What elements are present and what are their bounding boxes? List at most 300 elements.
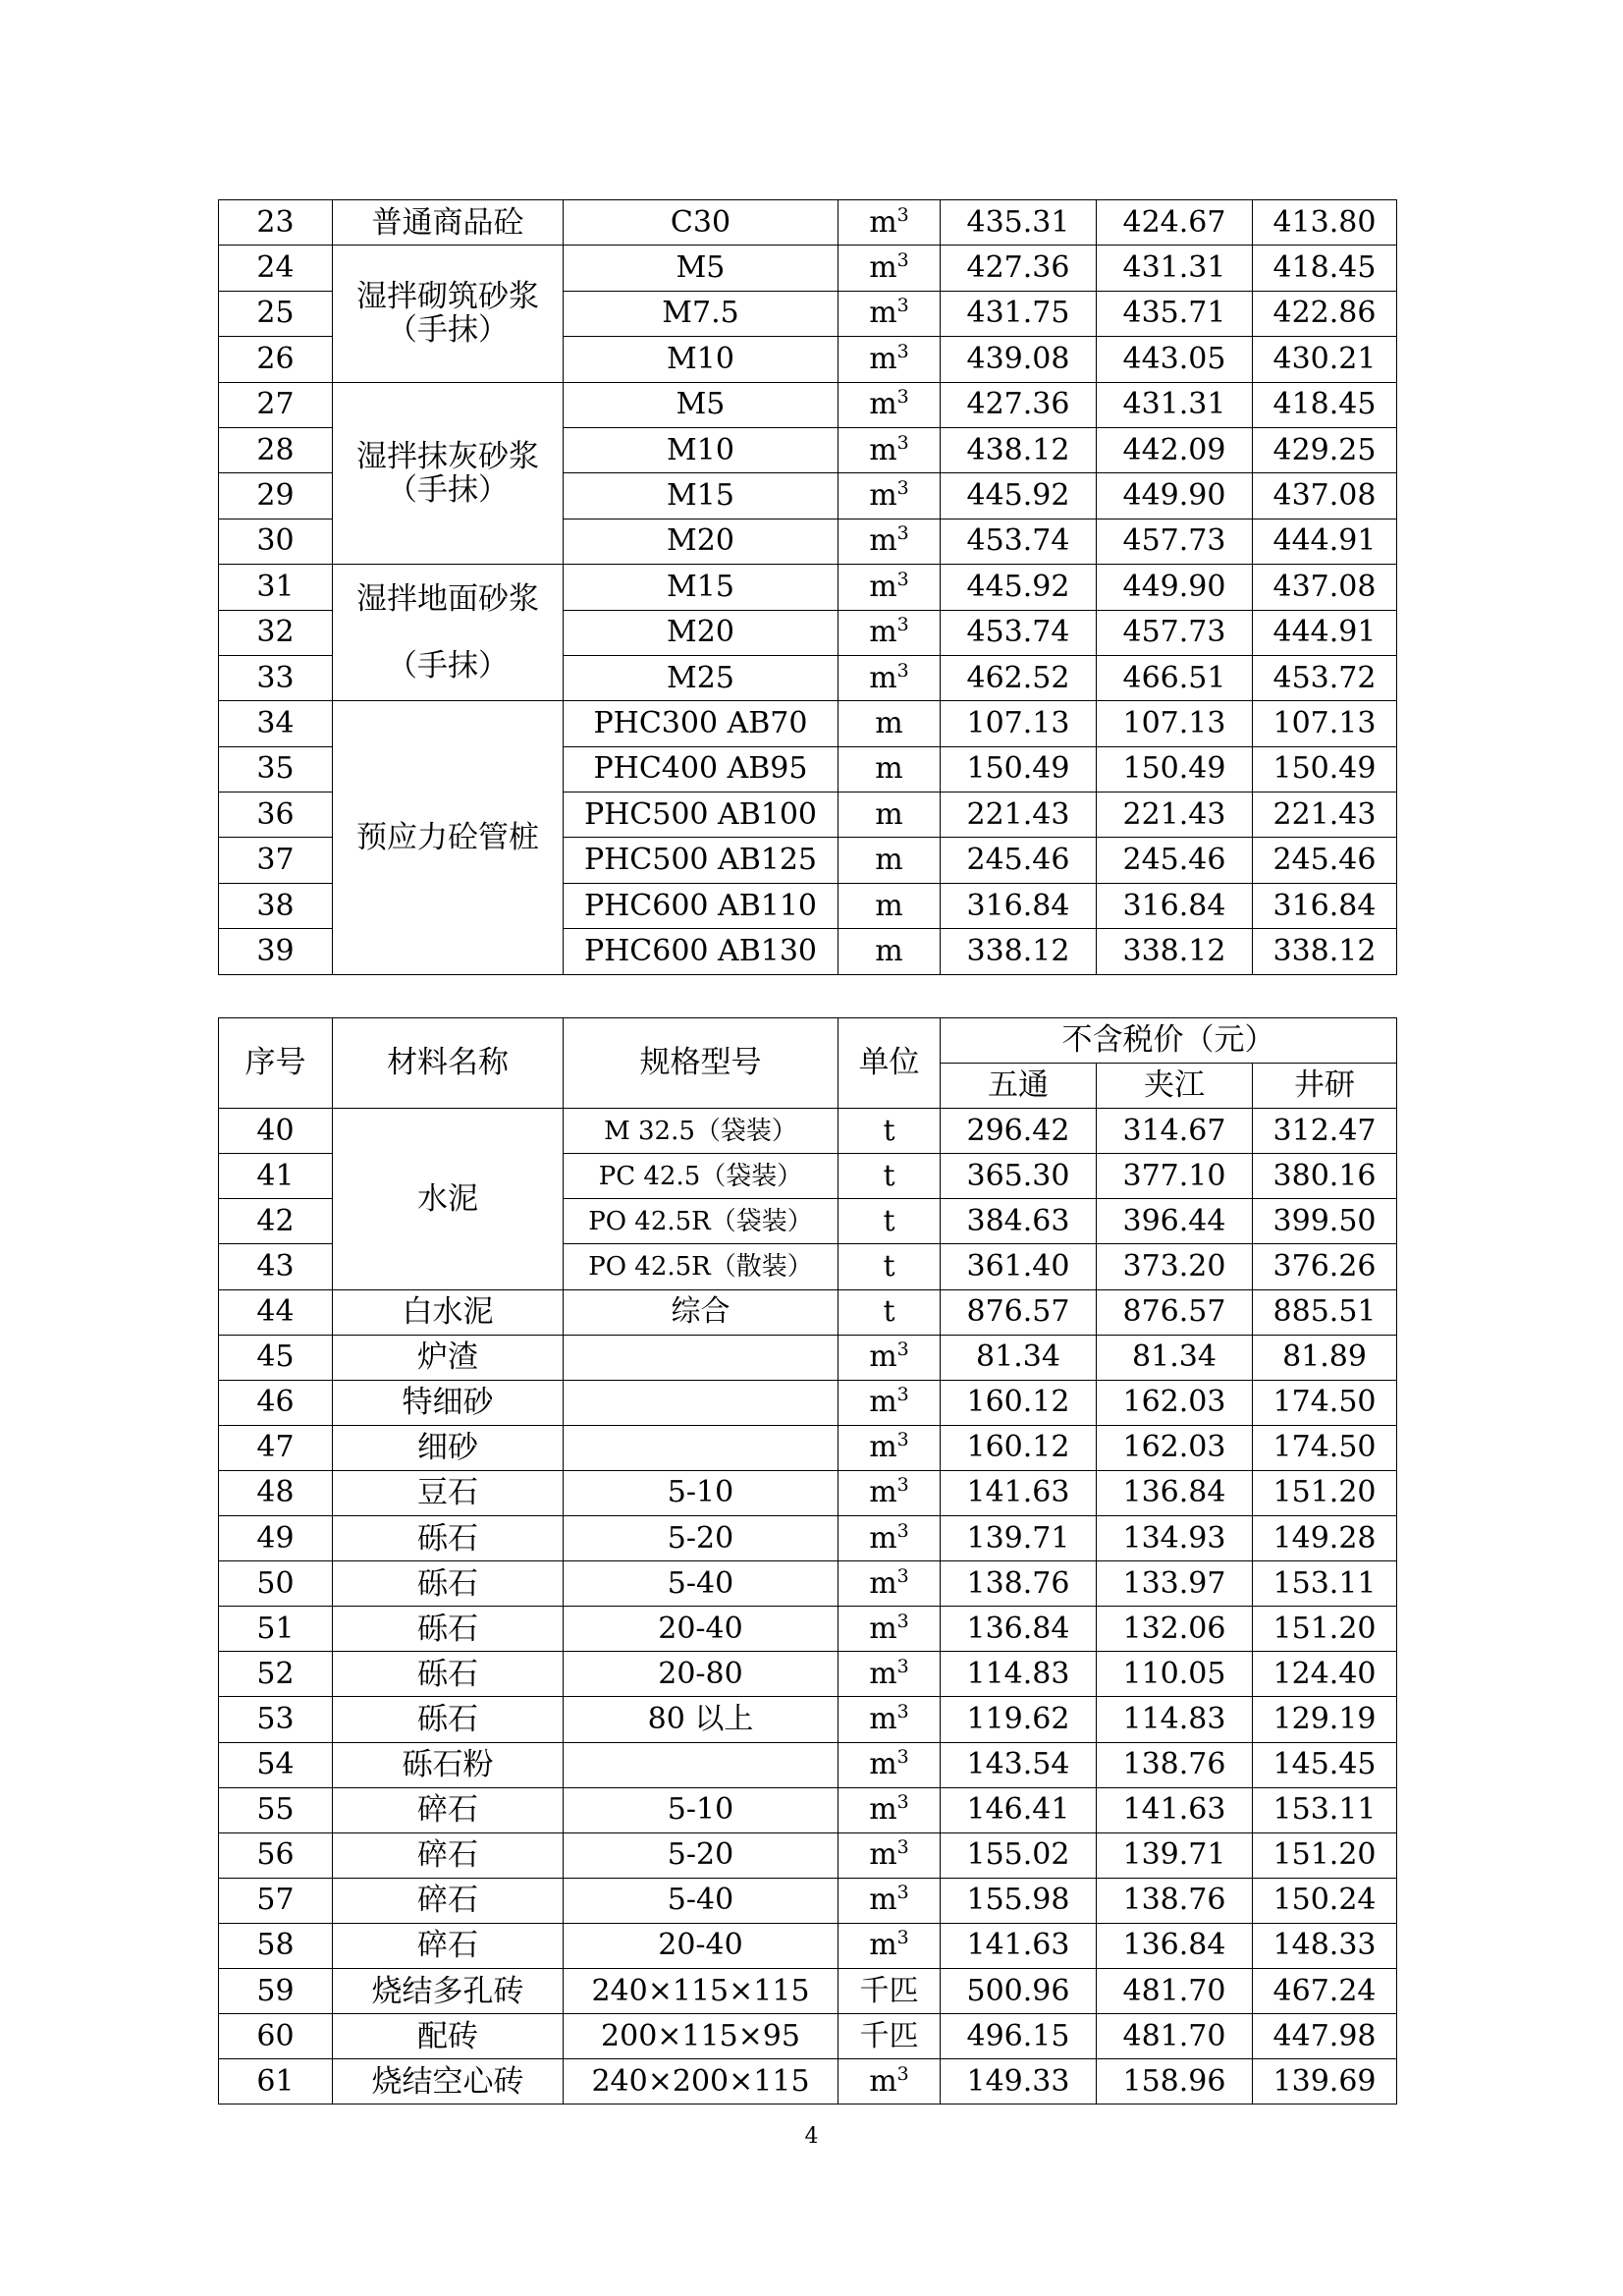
spec-cell bbox=[564, 1742, 839, 1787]
header-spec: 规格型号 bbox=[564, 1018, 839, 1109]
row-number: 44 bbox=[219, 1289, 333, 1335]
price-wutong: 155.02 bbox=[941, 1832, 1097, 1878]
spec-cell: PHC500 AB125 bbox=[564, 838, 839, 883]
material-name-line: 特细砂 bbox=[402, 1385, 494, 1421]
spec-cell: M10 bbox=[564, 427, 839, 472]
material-name bbox=[333, 1109, 564, 1289]
price-wutong: 149.33 bbox=[941, 2059, 1097, 2105]
unit-superscript: 3 bbox=[896, 1339, 909, 1361]
table-row bbox=[219, 565, 1397, 610]
material-name bbox=[333, 1787, 564, 1832]
unit-text: m bbox=[869, 1656, 897, 1691]
unit-superscript: 3 bbox=[896, 386, 909, 409]
price-wutong: 500.96 bbox=[941, 1968, 1097, 2013]
table-row bbox=[219, 1380, 1397, 1425]
spec-cell: 20-40 bbox=[564, 1923, 839, 1968]
unit-text: m bbox=[869, 1339, 897, 1375]
price-jiajiang: 221.43 bbox=[1097, 793, 1253, 838]
price-jingyan: 413.80 bbox=[1253, 200, 1397, 246]
price-jingyan: 149.28 bbox=[1253, 1516, 1397, 1561]
unit-superscript: 3 bbox=[896, 1564, 909, 1587]
row-number: 23 bbox=[219, 200, 333, 246]
table-row bbox=[219, 1425, 1397, 1470]
price-jingyan: 422.86 bbox=[1253, 291, 1397, 336]
material-name bbox=[333, 1380, 564, 1425]
spec-cell: 5-20 bbox=[564, 1516, 839, 1561]
material-name bbox=[333, 1289, 564, 1335]
row-number: 55 bbox=[219, 1787, 333, 1832]
price-jiajiang: 138.76 bbox=[1097, 1742, 1253, 1787]
material-name bbox=[333, 2059, 564, 2105]
unit-cell bbox=[839, 746, 941, 792]
material-name-line: 普通商品砼 bbox=[371, 204, 524, 241]
price-wutong: 876.57 bbox=[941, 1289, 1097, 1335]
row-number: 39 bbox=[219, 929, 333, 974]
unit-text: m bbox=[869, 1430, 897, 1465]
unit-superscript: 3 bbox=[896, 1700, 909, 1722]
price-wutong: 438.12 bbox=[941, 427, 1097, 472]
price-jingyan: 399.50 bbox=[1253, 1199, 1397, 1244]
unit-cell bbox=[839, 655, 941, 700]
unit-superscript: 3 bbox=[896, 1610, 909, 1632]
price-jingyan: 129.19 bbox=[1253, 1697, 1397, 1742]
price-jingyan: 453.72 bbox=[1253, 655, 1397, 700]
spec-cell bbox=[564, 1380, 839, 1425]
material-name-line: 碎石 bbox=[417, 1883, 478, 1919]
unit-text: m bbox=[869, 296, 897, 331]
price-wutong: 160.12 bbox=[941, 1425, 1097, 1470]
material-name bbox=[333, 1968, 564, 2013]
spec-cell: PO 42.5R（散装） bbox=[564, 1244, 839, 1289]
price-jingyan: 124.40 bbox=[1253, 1652, 1397, 1697]
spec-cell: 80 以上 bbox=[564, 1697, 839, 1742]
material-name-line: （手抹） bbox=[387, 648, 509, 684]
page-number: 4 bbox=[804, 2124, 819, 2149]
unit-cell bbox=[839, 1425, 941, 1470]
row-number: 33 bbox=[219, 655, 333, 700]
unit-cell bbox=[839, 382, 941, 427]
unit-cell bbox=[839, 1878, 941, 1923]
price-jiajiang: 431.31 bbox=[1097, 382, 1253, 427]
table-row bbox=[219, 1470, 1397, 1515]
price-jiajiang: 449.90 bbox=[1097, 473, 1253, 519]
unit-cell bbox=[839, 427, 941, 472]
unit-text: m bbox=[869, 341, 897, 376]
unit-superscript: 3 bbox=[896, 295, 909, 317]
spec-cell: M15 bbox=[564, 565, 839, 610]
material-name-line: 细砂 bbox=[417, 1430, 478, 1466]
price-jingyan: 151.20 bbox=[1253, 1607, 1397, 1652]
unit-text: m bbox=[875, 843, 903, 878]
unit-superscript: 3 bbox=[896, 431, 909, 454]
material-name-line: 砾石 bbox=[417, 1656, 478, 1692]
unit-text: t bbox=[883, 1294, 895, 1330]
material-name-line: 碎石 bbox=[417, 1792, 478, 1829]
unit-superscript: 3 bbox=[896, 1474, 909, 1497]
spec-cell: 5-40 bbox=[564, 1561, 839, 1607]
unit-text: m bbox=[869, 523, 897, 559]
row-number: 54 bbox=[219, 1742, 333, 1787]
unit-superscript: 3 bbox=[896, 1927, 909, 1949]
material-name bbox=[333, 1878, 564, 1923]
row-number: 51 bbox=[219, 1607, 333, 1652]
unit-superscript: 3 bbox=[896, 1836, 909, 1859]
material-name-line: 水泥 bbox=[417, 1180, 478, 1217]
material-name bbox=[333, 1832, 564, 1878]
material-name bbox=[333, 1742, 564, 1787]
row-number: 61 bbox=[219, 2059, 333, 2105]
unit-cell bbox=[839, 1380, 941, 1425]
unit-text: 千匹 bbox=[859, 1973, 919, 2008]
price-table-continued bbox=[218, 199, 1397, 975]
price-wutong: 316.84 bbox=[941, 883, 1097, 928]
material-name-line: 碎石 bbox=[417, 1928, 478, 1964]
spec-cell: 20-40 bbox=[564, 1607, 839, 1652]
table-row bbox=[219, 2014, 1397, 2059]
row-number: 38 bbox=[219, 883, 333, 928]
price-jiajiang: 373.20 bbox=[1097, 1244, 1253, 1289]
header-material-name: 材料名称 bbox=[333, 1018, 564, 1109]
row-number: 29 bbox=[219, 473, 333, 519]
unit-text: m bbox=[869, 478, 897, 514]
unit-text: m bbox=[869, 1701, 897, 1736]
price-jingyan: 444.91 bbox=[1253, 519, 1397, 564]
material-name bbox=[333, 246, 564, 382]
price-jiajiang: 442.09 bbox=[1097, 427, 1253, 472]
price-wutong: 221.43 bbox=[941, 793, 1097, 838]
unit-superscript: 3 bbox=[896, 2062, 909, 2085]
table-row bbox=[219, 1607, 1397, 1652]
table-row bbox=[219, 1335, 1397, 1380]
unit-text: m bbox=[869, 432, 897, 467]
material-name bbox=[333, 565, 564, 701]
unit-text: m bbox=[869, 250, 897, 286]
row-number: 41 bbox=[219, 1154, 333, 1199]
unit-text: m bbox=[875, 751, 903, 787]
material-name-line: 炉渣 bbox=[417, 1339, 478, 1376]
price-jiajiang: 114.83 bbox=[1097, 1697, 1253, 1742]
price-jingyan: 418.45 bbox=[1253, 382, 1397, 427]
unit-superscript: 3 bbox=[896, 1882, 909, 1904]
row-number: 30 bbox=[219, 519, 333, 564]
price-jingyan: 107.13 bbox=[1253, 701, 1397, 746]
spec-cell: C30 bbox=[564, 200, 839, 246]
material-name-line: 砾石粉 bbox=[402, 1747, 494, 1783]
material-name-line: 湿拌砌筑砂浆 bbox=[356, 279, 539, 315]
unit-cell bbox=[839, 337, 941, 382]
unit-text: m bbox=[875, 705, 903, 740]
unit-superscript: 3 bbox=[896, 522, 909, 545]
spec-cell: 5-10 bbox=[564, 1787, 839, 1832]
row-number: 37 bbox=[219, 838, 333, 883]
price-jingyan: 151.20 bbox=[1253, 1470, 1397, 1515]
material-name-line: 砾石 bbox=[417, 1701, 478, 1737]
material-name-line: 烧结多孔砖 bbox=[371, 1973, 524, 2009]
row-number: 60 bbox=[219, 2014, 333, 2059]
row-number: 32 bbox=[219, 610, 333, 655]
unit-cell bbox=[839, 838, 941, 883]
price-jiajiang: 876.57 bbox=[1097, 1289, 1253, 1335]
spec-cell: M5 bbox=[564, 382, 839, 427]
unit-cell bbox=[839, 291, 941, 336]
material-name-line bbox=[333, 616, 563, 649]
header-region-wutong: 五通 bbox=[941, 1064, 1097, 1109]
price-jiajiang: 162.03 bbox=[1097, 1380, 1253, 1425]
unit-cell bbox=[839, 200, 941, 246]
material-name-line: 白水泥 bbox=[402, 1294, 494, 1331]
price-jingyan: 447.98 bbox=[1253, 2014, 1397, 2059]
unit-cell bbox=[839, 1154, 941, 1199]
unit-cell bbox=[839, 610, 941, 655]
price-wutong: 384.63 bbox=[941, 1199, 1097, 1244]
price-wutong: 453.74 bbox=[941, 519, 1097, 564]
row-number: 42 bbox=[219, 1199, 333, 1244]
unit-text: m bbox=[869, 387, 897, 422]
table-row bbox=[219, 1109, 1397, 1154]
price-jiajiang: 107.13 bbox=[1097, 701, 1253, 746]
header-price-group: 不含税价（元） bbox=[941, 1018, 1397, 1064]
spec-cell: 20-80 bbox=[564, 1652, 839, 1697]
price-wutong: 427.36 bbox=[941, 246, 1097, 291]
price-jiajiang: 396.44 bbox=[1097, 1199, 1253, 1244]
unit-text: m bbox=[875, 933, 903, 968]
price-jingyan: 437.08 bbox=[1253, 565, 1397, 610]
price-jiajiang: 139.71 bbox=[1097, 1832, 1253, 1878]
spec-cell: PHC600 AB110 bbox=[564, 883, 839, 928]
price-wutong: 296.42 bbox=[941, 1109, 1097, 1154]
table-row bbox=[219, 1832, 1397, 1878]
spec-cell: PHC600 AB130 bbox=[564, 929, 839, 974]
unit-superscript: 3 bbox=[896, 614, 909, 636]
unit-cell bbox=[839, 1652, 941, 1697]
material-name-line: 湿拌抹灰砂浆 bbox=[356, 438, 539, 474]
row-number: 27 bbox=[219, 382, 333, 427]
spec-cell bbox=[564, 1425, 839, 1470]
spec-cell: M 32.5（袋装） bbox=[564, 1109, 839, 1154]
unit-cell bbox=[839, 793, 941, 838]
spec-cell: PO 42.5R（袋装） bbox=[564, 1199, 839, 1244]
spec-cell: M7.5 bbox=[564, 291, 839, 336]
row-number: 43 bbox=[219, 1244, 333, 1289]
spec-cell: 5-40 bbox=[564, 1878, 839, 1923]
price-jiajiang: 443.05 bbox=[1097, 337, 1253, 382]
price-wutong: 143.54 bbox=[941, 1742, 1097, 1787]
price-wutong: 365.30 bbox=[941, 1154, 1097, 1199]
row-number: 31 bbox=[219, 565, 333, 610]
price-jiajiang: 134.93 bbox=[1097, 1516, 1253, 1561]
price-jingyan: 148.33 bbox=[1253, 1923, 1397, 1968]
unit-text: m bbox=[869, 2063, 897, 2099]
price-jingyan: 153.11 bbox=[1253, 1787, 1397, 1832]
row-number: 35 bbox=[219, 746, 333, 792]
price-wutong: 136.84 bbox=[941, 1607, 1097, 1652]
spec-cell: PC 42.5（袋装） bbox=[564, 1154, 839, 1199]
price-jingyan: 429.25 bbox=[1253, 427, 1397, 472]
price-jiajiang: 316.84 bbox=[1097, 883, 1253, 928]
row-number: 46 bbox=[219, 1380, 333, 1425]
spec-cell: M20 bbox=[564, 519, 839, 564]
price-wutong: 431.75 bbox=[941, 291, 1097, 336]
row-number: 53 bbox=[219, 1697, 333, 1742]
unit-cell bbox=[839, 1968, 941, 2013]
unit-cell bbox=[839, 1832, 941, 1878]
spec-cell: 200×115×95 bbox=[564, 2014, 839, 2059]
row-number: 34 bbox=[219, 701, 333, 746]
row-number: 24 bbox=[219, 246, 333, 291]
spec-cell: 5-10 bbox=[564, 1470, 839, 1515]
unit-cell bbox=[839, 2014, 941, 2059]
row-number: 49 bbox=[219, 1516, 333, 1561]
unit-superscript: 3 bbox=[896, 249, 909, 272]
unit-superscript: 3 bbox=[896, 1384, 909, 1406]
price-jingyan: 139.69 bbox=[1253, 2059, 1397, 2105]
unit-cell bbox=[839, 1742, 941, 1787]
unit-cell bbox=[839, 2059, 941, 2105]
unit-text: m bbox=[869, 1565, 897, 1601]
unit-text: m bbox=[869, 1611, 897, 1646]
table-row bbox=[219, 701, 1397, 746]
material-name-line: 豆石 bbox=[417, 1475, 478, 1511]
material-name-line: 砾石 bbox=[417, 1520, 478, 1557]
price-jingyan: 312.47 bbox=[1253, 1109, 1397, 1154]
spec-cell: PHC500 AB100 bbox=[564, 793, 839, 838]
price-wutong: 361.40 bbox=[941, 1244, 1097, 1289]
row-number: 25 bbox=[219, 291, 333, 336]
unit-text: 千匹 bbox=[859, 2018, 919, 2053]
unit-cell bbox=[839, 1470, 941, 1515]
unit-text: m bbox=[869, 1883, 897, 1918]
spec-cell: 5-20 bbox=[564, 1832, 839, 1878]
unit-cell bbox=[839, 473, 941, 519]
unit-text: m bbox=[869, 1928, 897, 1963]
unit-superscript: 3 bbox=[896, 203, 909, 226]
unit-text: m bbox=[869, 1385, 897, 1420]
material-name bbox=[333, 200, 564, 246]
unit-superscript: 3 bbox=[896, 1429, 909, 1451]
unit-cell bbox=[839, 1199, 941, 1244]
row-number: 40 bbox=[219, 1109, 333, 1154]
price-jingyan: 418.45 bbox=[1253, 246, 1397, 291]
unit-text: m bbox=[869, 204, 897, 240]
unit-superscript: 3 bbox=[896, 1519, 909, 1542]
price-jingyan: 174.50 bbox=[1253, 1425, 1397, 1470]
price-wutong: 150.49 bbox=[941, 746, 1097, 792]
unit-text: t bbox=[883, 1249, 895, 1285]
material-name-line: 碎石 bbox=[417, 1837, 478, 1874]
unit-text: m bbox=[869, 1475, 897, 1510]
price-jingyan: 338.12 bbox=[1253, 929, 1397, 974]
unit-cell bbox=[839, 701, 941, 746]
material-name-line: （手抹） bbox=[387, 471, 509, 508]
spec-cell: M20 bbox=[564, 610, 839, 655]
spec-cell: 综合 bbox=[564, 1289, 839, 1335]
price-jiajiang: 466.51 bbox=[1097, 655, 1253, 700]
unit-text: m bbox=[869, 1747, 897, 1782]
material-name bbox=[333, 1607, 564, 1652]
price-jiajiang: 81.34 bbox=[1097, 1335, 1253, 1380]
unit-text: t bbox=[883, 1203, 895, 1238]
material-name bbox=[333, 1923, 564, 1968]
spec-cell: M25 bbox=[564, 655, 839, 700]
price-jiajiang: 133.97 bbox=[1097, 1561, 1253, 1607]
material-name bbox=[333, 1561, 564, 1607]
material-name-line: 湿拌地面砂浆 bbox=[356, 581, 539, 618]
price-jiajiang: 162.03 bbox=[1097, 1425, 1253, 1470]
material-name bbox=[333, 701, 564, 974]
table-row bbox=[219, 200, 1397, 246]
spec-cell: PHC400 AB95 bbox=[564, 746, 839, 792]
unit-cell bbox=[839, 1561, 941, 1607]
price-jingyan: 437.08 bbox=[1253, 473, 1397, 519]
price-wutong: 445.92 bbox=[941, 473, 1097, 519]
spec-cell: PHC300 AB70 bbox=[564, 701, 839, 746]
price-wutong: 435.31 bbox=[941, 200, 1097, 246]
price-jingyan: 376.26 bbox=[1253, 1244, 1397, 1289]
price-jingyan: 380.16 bbox=[1253, 1154, 1397, 1199]
material-name bbox=[333, 2014, 564, 2059]
price-wutong: 245.46 bbox=[941, 838, 1097, 883]
material-name-line: 配砖 bbox=[417, 2018, 478, 2054]
price-wutong: 139.71 bbox=[941, 1516, 1097, 1561]
price-jiajiang: 424.67 bbox=[1097, 200, 1253, 246]
material-name bbox=[333, 382, 564, 565]
price-jingyan: 153.11 bbox=[1253, 1561, 1397, 1607]
unit-text: m bbox=[869, 660, 897, 695]
row-number: 57 bbox=[219, 1878, 333, 1923]
header-no: 序号 bbox=[219, 1018, 333, 1109]
price-jiajiang: 457.73 bbox=[1097, 519, 1253, 564]
price-table-body bbox=[219, 1109, 1397, 2105]
table-row bbox=[219, 1697, 1397, 1742]
price-wutong: 146.41 bbox=[941, 1787, 1097, 1832]
unit-superscript: 3 bbox=[896, 659, 909, 682]
unit-text: m bbox=[875, 796, 903, 832]
unit-text: t bbox=[883, 1113, 895, 1148]
spec-cell: 240×200×115 bbox=[564, 2059, 839, 2105]
price-jingyan: 885.51 bbox=[1253, 1289, 1397, 1335]
price-jingyan: 145.45 bbox=[1253, 1742, 1397, 1787]
price-wutong: 141.63 bbox=[941, 1923, 1097, 1968]
price-jiajiang: 377.10 bbox=[1097, 1154, 1253, 1199]
unit-cell bbox=[839, 1335, 941, 1380]
price-wutong: 119.62 bbox=[941, 1697, 1097, 1742]
price-wutong: 114.83 bbox=[941, 1652, 1097, 1697]
unit-text: m bbox=[869, 1520, 897, 1556]
price-wutong: 427.36 bbox=[941, 382, 1097, 427]
price-jingyan: 316.84 bbox=[1253, 883, 1397, 928]
table-row bbox=[219, 246, 1397, 291]
row-number: 59 bbox=[219, 1968, 333, 2013]
price-jiajiang: 435.71 bbox=[1097, 291, 1253, 336]
price-jingyan: 81.89 bbox=[1253, 1335, 1397, 1380]
price-jingyan: 150.24 bbox=[1253, 1878, 1397, 1923]
price-jiajiang: 457.73 bbox=[1097, 610, 1253, 655]
unit-text: m bbox=[869, 569, 897, 604]
material-name bbox=[333, 1335, 564, 1380]
material-name bbox=[333, 1697, 564, 1742]
row-number: 48 bbox=[219, 1470, 333, 1515]
row-number: 47 bbox=[219, 1425, 333, 1470]
price-jingyan: 245.46 bbox=[1253, 838, 1397, 883]
price-jiajiang: 132.06 bbox=[1097, 1607, 1253, 1652]
unit-superscript: 3 bbox=[896, 477, 909, 500]
unit-text: m bbox=[869, 1792, 897, 1828]
table-row bbox=[219, 1289, 1397, 1335]
table-row bbox=[219, 1742, 1397, 1787]
price-jiajiang: 110.05 bbox=[1097, 1652, 1253, 1697]
spec-cell: M5 bbox=[564, 246, 839, 291]
unit-cell bbox=[839, 519, 941, 564]
